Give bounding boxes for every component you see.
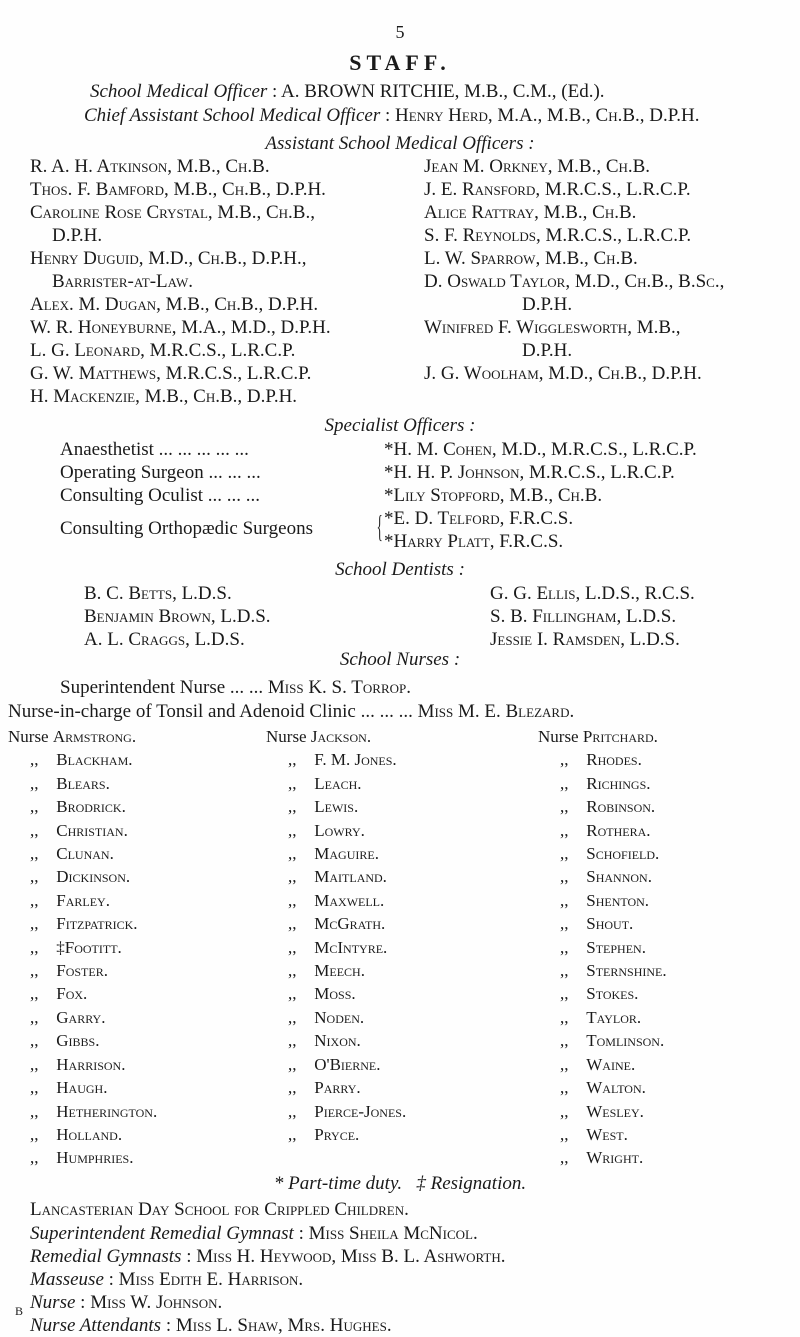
lancs-row: Nurse Attendants : Miss L. Shaw, Mrs. Hughes. (30, 1315, 392, 1336)
dentist: Jessie I. Ramsden, L.D.S. (490, 629, 680, 650)
asmo-entry: Jean M. Orkney, M.B., Ch.B. (424, 156, 651, 177)
asmo-entry: Winifred F. Wigglesworth, M.B., (424, 317, 681, 338)
nurse-row: ,, McGrath. (288, 914, 386, 934)
supt-role: Superintendent Nurse ... ... (60, 677, 264, 698)
dentist: Benjamin Brown, L.D.S. (84, 606, 271, 627)
smo-role: School Medical Officer (90, 81, 268, 102)
nurses-col-3 (538, 725, 667, 1170)
nurse-row: ,, Hetherington. (30, 1101, 158, 1121)
nurse-row: ,, Maguire. (288, 844, 379, 864)
asmo-entry: R. A. H. Atkinson, M.B., Ch.B. (30, 156, 270, 177)
nurse-row: ,, Clunan. (30, 844, 114, 864)
nurse-row: ,, McIntyre. (288, 937, 388, 957)
nurse-row: Nurse Jackson. (266, 727, 372, 746)
nurse-row: ,, Foster. (30, 961, 108, 981)
nurse-row: ,, Nixon. (288, 1031, 361, 1051)
dent-title: School Dentists : (335, 559, 465, 580)
nurse-row: ,, Maxwell. (288, 890, 385, 910)
nurse-row: ,, Haugh. (30, 1078, 108, 1098)
nurse-row: ,, Walton. (560, 1078, 646, 1098)
nurse-row: ,, O'Bierne. (288, 1054, 381, 1074)
page-number: 5 (395, 22, 405, 42)
nurse-row: ,, Sternshine. (560, 961, 667, 981)
spec-role: Operating Surgeon ... ... ... (60, 462, 261, 483)
nurse-row: ,, Holland. (30, 1124, 123, 1144)
spec-name: *Harry Platt, F.R.C.S. (384, 531, 564, 552)
nurse-row: ,, ‡Footitt. (30, 937, 122, 957)
supt-name: Miss K. S. Torrop. (267, 677, 411, 698)
asmo-right-list (424, 155, 724, 385)
nurses-col-1 (8, 725, 157, 1170)
nurse-row: ,, Maitland. (288, 867, 387, 887)
asmo-entry: S. F. Reynolds, M.R.C.S., L.R.C.P. (424, 225, 692, 246)
lancs-row: Masseuse : Miss Edith E. Harrison. (30, 1269, 304, 1290)
nurse-row: ,, Meech. (288, 961, 365, 981)
nurse-row: ,, Shenton. (560, 890, 650, 910)
casmo-name: Henry Herd, M.A., M.B., Ch.B., D.P.H. (395, 105, 700, 126)
nurse-row: ,, Brodrick. (30, 797, 126, 817)
nurse-row: ,, F. M. Jones. (288, 750, 397, 770)
nurse-row: ,, Pryce. (288, 1124, 360, 1144)
asmo-title: Assistant School Medical Officers : (265, 133, 535, 154)
nurse-row: ,, Schofield. (560, 844, 660, 864)
lancs-row: Remedial Gymnasts : Miss H. Heywood, Miss B. L. Ashworth. (30, 1246, 506, 1267)
asmo-entry: D.P.H. (522, 294, 573, 315)
tonsil-role: Nurse-in-charge of Tonsil and Adenoid Clinic ... ... ... (8, 701, 413, 722)
nurse-row: ,, Wesley. (560, 1101, 644, 1121)
casmo-role: Chief Assistant School Medical Officer (84, 105, 381, 126)
nurse-row: ,, Stokes. (560, 984, 639, 1004)
asmo-left-list (30, 155, 331, 408)
nurse-row: ,, Lowry. (288, 820, 365, 840)
nurse-row: ,, Fitzpatrick. (30, 914, 138, 934)
lancs-list (30, 1222, 506, 1337)
dentist: B. C. Betts, L.D.S. (84, 583, 232, 604)
nurse-row: ,, Shannon. (560, 867, 652, 887)
spec-roles (60, 438, 313, 540)
nurse-row: ,, Stephen. (560, 937, 646, 957)
nurse-row: ,, Tomlinson. (560, 1031, 665, 1051)
asmo-entry: W. R. Honeyburne, M.A., M.D., D.P.H. (30, 317, 331, 338)
spec-names (384, 438, 697, 553)
lancs-row: Superintendent Remedial Gymnast : Miss Sheila McNicol. (30, 1223, 478, 1244)
nurse-row: ,, Lewis. (288, 797, 359, 817)
nurse-row: ,, Waine. (560, 1054, 636, 1074)
nurse-row: ,, Rothera. (560, 820, 651, 840)
lancs-title: Lancasterian Day School for Crippled Children. (30, 1199, 409, 1220)
asmo-entry: D. Oswald Taylor, M.D., Ch.B., B.Sc., (424, 271, 725, 292)
asmo-entry: H. Mackenzie, M.B., Ch.B., D.P.H. (30, 386, 298, 407)
nurse-row: ,, Rhodes. (560, 750, 642, 770)
nurse-row: ,, Dickinson. (30, 867, 131, 887)
dent-left (84, 582, 271, 651)
asmo-entry: Alice Rattray, M.B., Ch.B. (424, 202, 637, 223)
asmo-entry: J. E. Ransford, M.R.C.S., L.R.C.P. (424, 179, 691, 200)
nurse-row: ,, Blears. (30, 773, 110, 793)
tonsil-line (8, 700, 574, 723)
nurse-row: ,, Farley. (30, 890, 110, 910)
asmo-entry: Thos. F. Bamford, M.B., Ch.B., D.P.H. (30, 179, 326, 200)
asmo-entry: Henry Duguid, M.D., Ch.B., D.P.H., (30, 248, 307, 269)
spec-title: Specialist Officers : (324, 415, 476, 436)
brace-icon: { (376, 508, 383, 544)
spec-name: *E. D. Telford, F.R.C.S. (384, 508, 574, 529)
nurse-row: ,, Noden. (288, 1007, 365, 1027)
nurse-row: ,, Gibbs. (30, 1031, 100, 1051)
smo-name: A. BROWN RITCHIE, M.B., C.M., (Ed.). (281, 81, 605, 102)
casmo-line: Chief Assistant School Medical Officer : Henry Herd, M.A., M.B., Ch.B., D.P.H. (84, 105, 700, 126)
asmo-entry: L. G. Leonard, M.R.C.S., L.R.C.P. (30, 340, 296, 361)
nurse-row: ,, Pierce-Jones. (288, 1101, 407, 1121)
asmo-entry: Alex. M. Dugan, M.B., Ch.B., D.P.H. (30, 294, 319, 315)
nurse-row: ,, Robinson. (560, 797, 656, 817)
nurse-row: ,, Taylor. (560, 1007, 642, 1027)
nurse-row: ,, Humphries. (30, 1148, 134, 1168)
asmo-entry: L. W. Sparrow, M.B., Ch.B. (424, 248, 638, 269)
spec-role: Consulting Orthopædic Surgeons (60, 518, 313, 539)
asmo-entry: Barrister-at-Law. (52, 271, 194, 292)
spec-role: Consulting Oculist ... ... ... (60, 485, 261, 506)
page-heading: STAFF. (349, 50, 451, 75)
dent-right (490, 582, 695, 651)
asmo-entry: Caroline Rose Crystal, M.B., Ch.B., (30, 202, 315, 223)
nurse-row: Nurse Armstrong. (8, 727, 137, 746)
asmo-entry: D.P.H. (52, 225, 103, 246)
nurse-row: ,, Leach. (288, 773, 362, 793)
asmo-entry: G. W. Matthews, M.R.C.S., L.R.C.P. (30, 363, 312, 384)
smo-line: School Medical Officer : A. BROWN RITCHIE, M.B., C.M., (Ed.). (90, 81, 605, 102)
supt-line (60, 676, 411, 699)
nurse-row: ,, Fox. (30, 984, 88, 1004)
nurse-row: ,, Wright. (560, 1148, 644, 1168)
nurses-col-2 (266, 725, 406, 1146)
nurse-row: ,, Richings. (560, 773, 651, 793)
dentist: G. G. Ellis, L.D.S., R.C.S. (490, 583, 695, 604)
signature-mark: B (15, 1304, 24, 1318)
lancs-row: Nurse : Miss W. Johnson. (30, 1292, 223, 1313)
dentist: S. B. Fillingham, L.D.S. (490, 606, 677, 627)
spec-name: *H. H. P. Johnson, M.R.C.S., L.R.C.P. (384, 462, 675, 483)
nurse-row: ,, Moss. (288, 984, 356, 1004)
spec-role: Anaesthetist ... ... ... ... ... (60, 439, 249, 460)
tonsil-name: Miss M. E. Blezard. (417, 701, 575, 722)
nurse-row: ,, Garry. (30, 1007, 106, 1027)
nurse-row: Nurse Pritchard. (538, 727, 658, 746)
asmo-entry: D.P.H. (522, 340, 573, 361)
spec-name: *H. M. Cohen, M.D., M.R.C.S., L.R.C.P. (384, 439, 697, 460)
nurse-row: ,, Shout. (560, 914, 634, 934)
nurse-row: ,, Harrison. (30, 1054, 126, 1074)
footnote: * Part-time duty. ‡ Resignation. (273, 1173, 527, 1194)
nurse-row: ,, West. (560, 1124, 628, 1144)
asmo-entry: J. G. Woolham, M.D., Ch.B., D.P.H. (424, 363, 702, 384)
nurse-row: ,, Blackham. (30, 750, 133, 770)
nurse-row: ,, Parry. (288, 1078, 361, 1098)
nurse-row: ,, Christian. (30, 820, 128, 840)
dentist: A. L. Craggs, L.D.S. (84, 629, 245, 650)
spec-name: *Lily Stopford, M.B., Ch.B. (384, 485, 603, 506)
nurses-title: School Nurses : (339, 649, 461, 670)
